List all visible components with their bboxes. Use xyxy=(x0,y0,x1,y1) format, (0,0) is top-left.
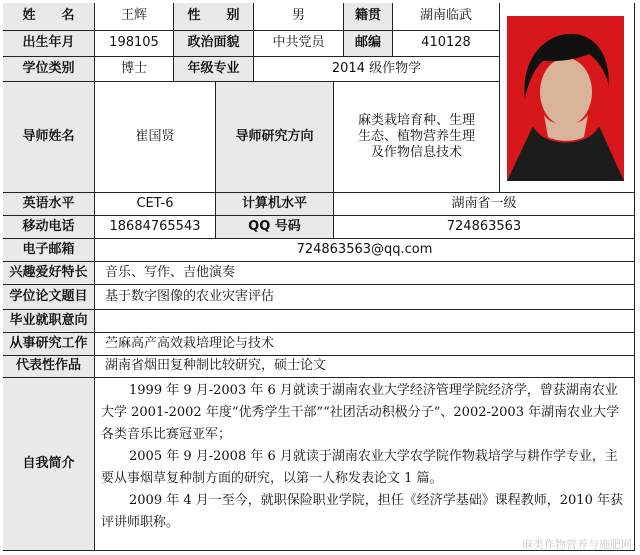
mobile-label: 移动电话 xyxy=(3,216,95,239)
email-value: 724863563@qq.com xyxy=(95,239,635,262)
computer-value: 湖南省一级 xyxy=(334,193,635,216)
gender-value: 男 xyxy=(254,3,344,31)
intro-paragraph-2: 2005 年 9 月-2008 年 6 月就读于湖南农业大学农学院作物栽培学与耕作学专业，主要从事烟草复种制方面的研究，以第一人称发表论文 1 篇。 xyxy=(101,449,618,486)
birth-label: 出生年月 xyxy=(3,31,95,57)
hobbies-value: 音乐、写作、吉他演奏 xyxy=(95,262,635,285)
watermark: 麻类作物营养与施肥网 xyxy=(522,538,632,551)
native-place-label: 籍贯 xyxy=(344,3,393,31)
intro-paragraph-1: 1999 年 9 月-2003 年 6 月就读于湖南农业大学经济管理学院经济学，曾获湖南农业大学 2001-2002 年度“优秀学生干部”“社团活动积极分子”、2002-2003 年湖南农业大学各类音乐比赛冠亚军； xyxy=(101,383,620,442)
postcode-label: 邮编 xyxy=(344,31,393,57)
name-value: 王辉 xyxy=(95,3,174,31)
political-status-value: 中共党员 xyxy=(254,31,344,57)
advisor-direction-label: 导师研究方向 xyxy=(216,82,334,193)
degree-type-value: 博士 xyxy=(95,57,174,82)
english-value: CET-6 xyxy=(95,193,216,216)
grade-major-label: 年级专业 xyxy=(174,57,254,82)
degree-type-label: 学位类别 xyxy=(3,57,95,82)
self-introduction xyxy=(95,378,635,551)
advisor-direction-value: 麻类栽培育种、生理 生态、植物营养生理 及作物信息技术 xyxy=(334,82,500,193)
advisor-name-label: 导师姓名 xyxy=(3,82,95,193)
name-label: 姓 名 xyxy=(3,3,95,31)
qq-label: QQ 号码 xyxy=(216,216,334,239)
advisor-name-value: 崔国贤 xyxy=(95,82,216,193)
birth-value: 198105 xyxy=(95,31,174,57)
mobile-value: 18684765543 xyxy=(95,216,216,239)
qq-value: 724863563 xyxy=(334,216,635,239)
research-label: 从事研究工作 xyxy=(3,333,95,356)
gender-label: 性 别 xyxy=(174,3,254,31)
political-status-label: 政治面貌 xyxy=(174,31,254,57)
research-value: 苎麻高产高效栽培理论与技术 xyxy=(95,333,635,356)
thesis-value: 基于数字图像的农业灾害评估 xyxy=(95,285,635,310)
employment-value xyxy=(95,310,635,333)
employment-label: 毕业就职意向 xyxy=(3,310,95,333)
grade-major-value: 2014 级作物学 xyxy=(254,57,500,82)
hobbies-label: 兴趣爱好特长 xyxy=(3,262,95,285)
profile-photo xyxy=(507,16,624,181)
works-value: 湖南省烟田复种制比较研究，硕士论文 xyxy=(95,356,635,378)
email-label: 电子邮箱 xyxy=(3,239,95,262)
native-place-value: 湖南临武 xyxy=(393,3,500,31)
works-label: 代表性作品 xyxy=(3,356,95,378)
computer-label: 计算机水平 xyxy=(216,193,334,216)
thesis-label: 学位论文题目 xyxy=(3,285,95,310)
intro-paragraph-3: 2009 年 4 月一至今，就职保险职业学院，担任《经济学基础》课程教师，2010 年获评讲师职称。 xyxy=(101,493,623,530)
postcode-value: 410128 xyxy=(393,31,500,57)
intro-label: 自我简介 xyxy=(3,378,95,551)
english-label: 英语水平 xyxy=(3,193,95,216)
